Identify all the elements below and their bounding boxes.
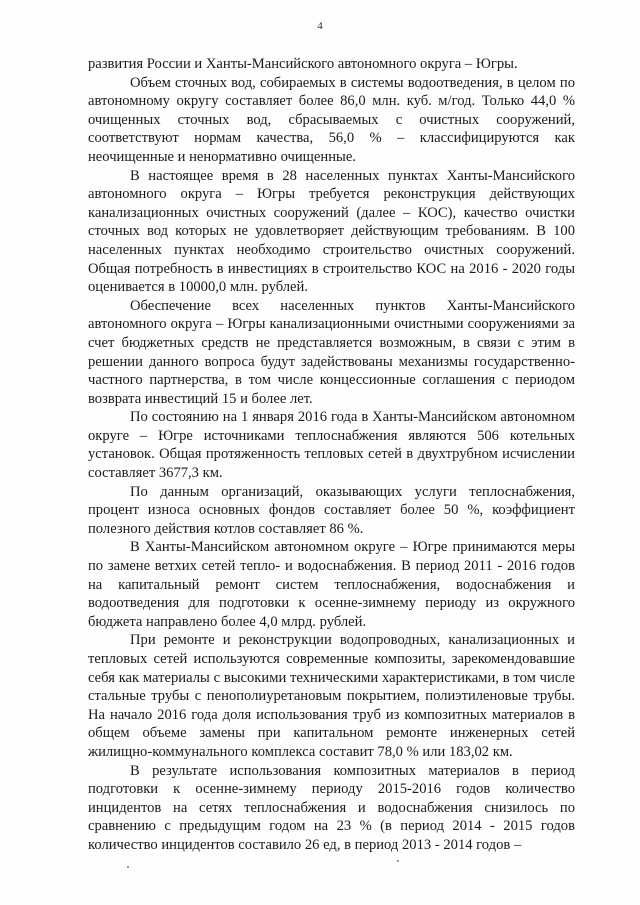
paragraph-wastewater-volume: Объем сточных вод, собираемых в системы водоотведения, в целом по автономному округу составляет более 86,0 млн. куб. м/год. Только 44,0 % очищенных сточных вод, сбрасываемых с очистных сооружений, соответствуют нормам качества, 56,0 % – классифицируются как неочищенные и ненормативно очищенные. xyxy=(88,74,575,165)
page-number: 4 xyxy=(317,20,323,32)
paragraph-kos-reconstruction: В настоящее время в 28 населенных пунктах Ханты-Мансийского автономного округа – Югры требуется реконструкция действующих канализационных очистных сооружений (далее – КОС), качество очистки сточных вод которых не удовлетворяет действующим требованиям. В 100 населенных пунктах необходимо строительство очистных сооружений. Общая потребность в инвестициях в строительство КОС на 2016 - 2020 годы оценивается в 10000,0 млн. рублей. xyxy=(88,167,575,296)
scan-speck xyxy=(127,866,129,868)
paragraph-continuation: развития России и Ханты-Мансийского автономного округа – Югры. xyxy=(88,56,518,72)
body-text xyxy=(88,55,575,855)
scan-speck xyxy=(397,860,399,862)
paragraph-incident-reduction: В результате использования композитных материалов в период подготовки к осенне-зимнему периоду 2015-2016 годов количество инцидентов на сетях теплоснабжения и водоснабжения снизилось по сравнению с предыдущим годом на 23 % (в период 2014 - 2015 годов количество инцидентов составило 26 ед, в период 2013 - 2014 годов – xyxy=(88,762,575,853)
paragraph-equipment-wear: По данным организаций, оказывающих услуги теплоснабжения, процент износа основных фондов составляет более 50 %, коэффициент полезного действия котлов составляет 86 %. xyxy=(88,483,575,537)
paragraph-network-replacement: В Ханты-Мансийском автономном округе – Югре принимаются меры по замене ветхих сетей тепло- и водоснабжения. В период 2011 - 2016 годов на капитальный ремонт систем теплоснабжения, водоснабжения и водоотведения для подготовки к осенне-зимнему периоду из окружного бюджета направлено более 4,0 млрд. рублей. xyxy=(88,539,575,630)
paragraph-composite-materials: При ремонте и реконструкции водопроводных, канализационных и тепловых сетей используются современные композиты, зарекомендовавшие себя как материалы с высокими техническими характеристиками, в том числе стальные трубы с пенополиуретановым покрытием, полиэтиленовые трубы. На начало 2016 года доля использования труб из композитных материалов в общем объеме замены при капитальном ремонте инженерных сетей жилищно-коммунального комплекса составит 78,0 % или 183,02 км. xyxy=(88,632,575,760)
paragraph-heat-supply-sources: По состоянию на 1 января 2016 года в Ханты-Мансийском автономном округе – Югре источниками теплоснабжения являются 506 котельных установок. Общая протяженность тепловых сетей в двухтрубном исчислении составляет 3677,3 км. xyxy=(88,409,575,482)
paragraph-public-private-partnership: Обеспечение всех населенных пунктов Ханты-Мансийского автономного округа – Югры канализационными очистными сооружениями за счет бюджетных средств не представляется возможным, в связи с этим в решении данного вопроса будут задействованы механизмы государственно-частного партнерства, в том числе концессионные соглашения с периодом возврата инвестиций 15 и более лет. xyxy=(88,297,575,407)
